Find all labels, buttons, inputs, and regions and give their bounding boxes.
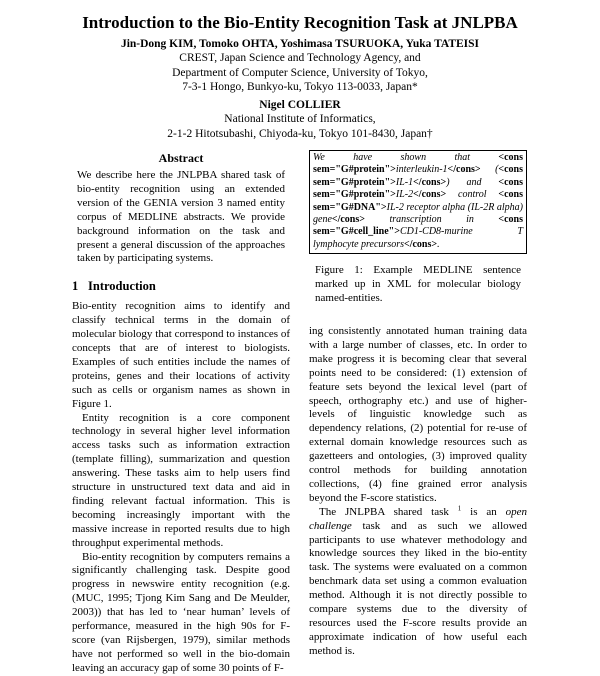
affiliation-block-2: [0, 112, 600, 141]
affiliation-line: Department of Computer Science, University of Tokyo,: [172, 66, 428, 79]
figure-text: .: [437, 238, 440, 250]
shared-task-paragraph: [309, 506, 527, 659]
section-title: Introduction: [88, 279, 156, 294]
paragraph-text: The JNLPBA shared task: [319, 505, 458, 518]
figure-text: (: [480, 164, 499, 176]
xml-tag: </cons>: [404, 238, 438, 250]
section-heading-introduction: [72, 280, 290, 294]
figure-1-caption: Figure 1: Example MEDLINE sentence marked up in XML for molecular biology named-entities.: [315, 264, 521, 305]
xml-tag: <cons sem="G#DNA">: [313, 189, 523, 213]
xml-tag: </cons>: [331, 214, 365, 226]
affiliation-block-1: [0, 51, 600, 95]
section-number: 1: [72, 279, 79, 294]
affiliation-line: National Institute of Informatics,: [224, 113, 376, 125]
right-column-body: [309, 325, 527, 659]
xml-tag: </cons>: [413, 176, 447, 188]
figure-text: IL-2 receptor alpha (IL-2R alpha) gene: [313, 201, 523, 226]
emphasized-text: open challenge: [309, 505, 527, 532]
figure-text: control: [446, 189, 499, 201]
affiliation-line: CREST, Japan Science and Technology Agency, and: [179, 52, 421, 64]
intro-paragraph-2: Entity recognition is a core component technology in several higher level information access tasks such as information extraction (template filling), summarization and question answering. These tasks aim to help users find structure in unstructured text data and aid in finding relevant factual information. This is becoming increasingly important with the massive increase in reported results due to high throughput experimental methods.: [72, 411, 290, 549]
figure-text: transcription in: [364, 214, 499, 226]
paper-title: Introduction to the Bio-Entity Recognition Task at JNLPBA: [82, 13, 518, 32]
xml-tag: <cons sem="G#protein">: [313, 152, 523, 176]
continued-paragraph: ing consistently annotated human training data with a large number of classes, etc. In order to make progress it is becoming clear that several points need to be considered: (1) extension of feature sets beyond the lexical level (part of speech, orthography etc.) and use of higher-levels of linguistic knowledge such as dependency relations, (2) potential for re-use of external domain knowledge resources such as gazetteers and ontologies, (3) improved quality control methods for building annotation collections, (4) fine grained error analysis beyond the F-score statistics.: [309, 324, 527, 504]
xml-tag: </cons>: [447, 164, 481, 176]
figure-text: We have shown that: [313, 152, 499, 163]
affiliation-line: 7-3-1 Hongo, Bunkyo-ku, Tokyo 113-0033, Japan*: [182, 81, 418, 93]
right-column: [309, 150, 527, 659]
footnote-marker[interactable]: 1: [457, 504, 462, 513]
figure-text: interleukin-1: [395, 164, 448, 176]
author-list: Jin-Dong KIM, Tomoko OHTA, Yoshimasa TSURUOKA, Yuka TATEISI: [120, 38, 480, 50]
xml-tag: </cons>: [413, 189, 447, 201]
affiliation-line: 2-1-2 Hitotsubashi, Chiyoda-ku, Tokyo 101-8430, Japan†: [167, 127, 433, 140]
xml-tag: <cons sem="G#protein">: [313, 164, 523, 188]
paragraph-text: task and as such we allowed participants to use whatever methodology and knowledge sources they liked in the bio-entity task. The systems were evaluated on a common benchmark data set using a common evaluation method. Although it is not directly possible to compare systems due to the diversity of resources used the F-score results provide an approximate indication of how useful each method is.: [309, 519, 527, 657]
second-author: Nigel COLLIER: [259, 99, 341, 111]
figure-text: CD1-CD8-murine T lymphocyte precursors: [313, 226, 523, 250]
abstract-heading: Abstract: [158, 151, 204, 165]
intro-paragraph-3: Bio-entity recognition by computers remains a significantly challenging task. Despite good progress in newswire entity recognition (e.g. (MUC, 1995; Tjong Kim Sang and De Meulder, 2003)) that has led to ‘near human’ levels of performance, measured in the high 90s for F-score (van Rijsbergen, 1979), similar methods have not performed so well in the bio-domain leaving an accuracy gap of some 30 points of F-: [72, 550, 290, 674]
intro-paragraph-1: Bio-entity recognition aims to identify and classify technical terms in the domain of molecular biology that correspond to instances of concepts that are of interest to biologists. Examples of such entities include the names of proteins, genes and their locations of activity such as cells or organism names as shown in Figure 1.: [72, 300, 290, 410]
left-column: [72, 150, 290, 676]
abstract-text: We describe here the JNLPBA shared task of bio-entity recognition using an extended version of the GENIA version 3 named entity corpus of MEDLINE abstracts. We provide background information on the task and present a general discussion of the approaches taken by participating systems.: [77, 169, 285, 265]
xml-tag: <cons sem="G#cell_line">: [313, 214, 523, 238]
paragraph-text: is an: [461, 505, 506, 518]
xml-tag: <cons sem="G#protein">: [313, 176, 523, 201]
figure-text: IL-1: [395, 176, 414, 188]
figure-text: IL-2: [395, 189, 414, 201]
figure-1-xml-example: [309, 150, 527, 254]
figure-text: ) and: [446, 176, 499, 188]
